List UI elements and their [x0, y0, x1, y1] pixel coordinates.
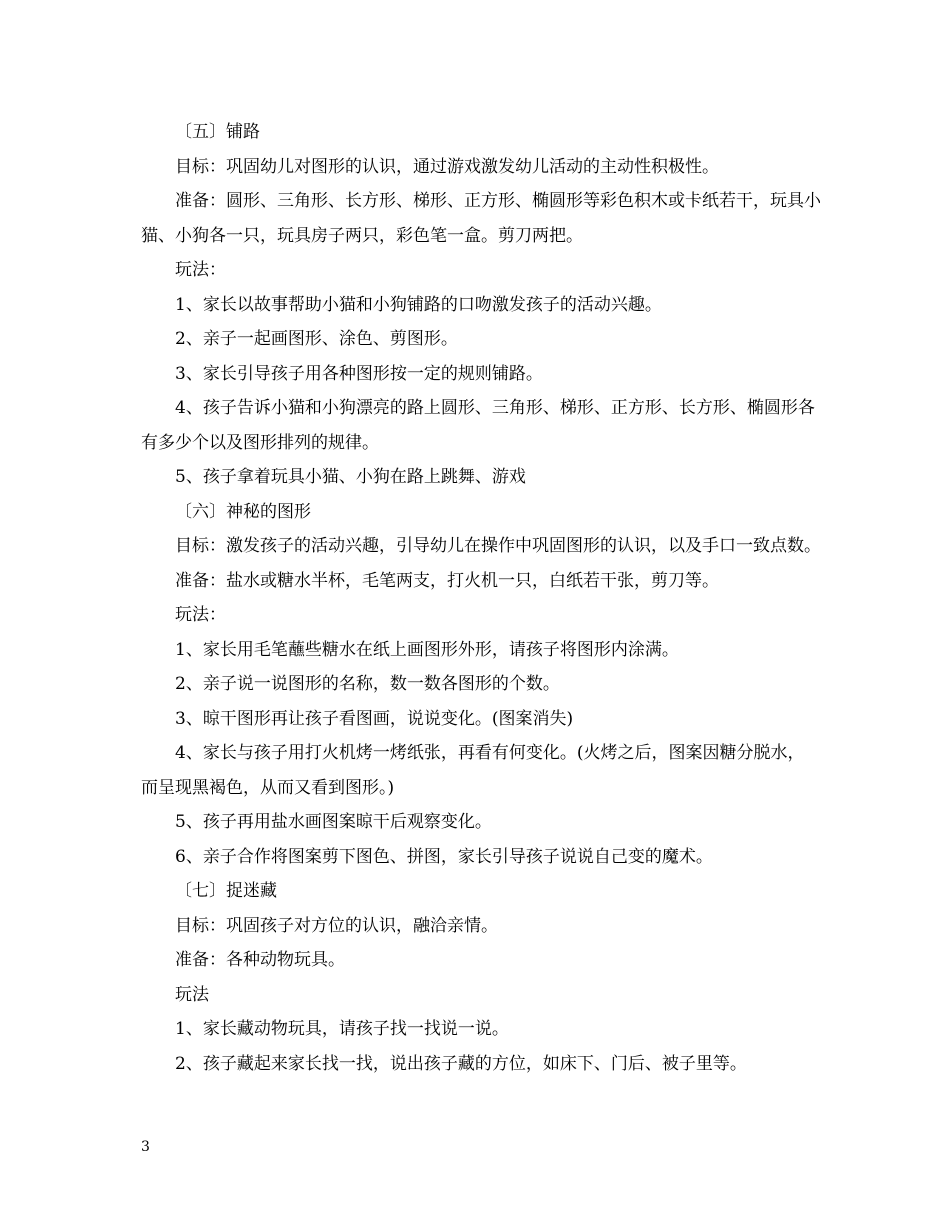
paragraph: 1、家长藏动物玩具，请孩子找一找说一说。: [175, 1019, 509, 1039]
paragraph: 2、亲子一起画图形、涂色、剪图形。: [175, 329, 458, 349]
paragraph: 1、家长以故事帮助小猫和小狗铺路的口吻激发孩子的活动兴趣。: [175, 294, 662, 315]
paragraph: 2、孩子藏起来家长找一找，说出孩子藏的方位，如床下、门后、被子里等。: [175, 1053, 747, 1074]
paragraph: 4、家长与孩子用打火机烤一烤纸张，再看有何变化。(火烤之后，图案因糖分脱水，而呈现黑褐色，从而又看到图形。): [141, 743, 805, 798]
section-heading-5: 〔五〕铺路: [175, 122, 260, 142]
paragraph: 1、家长用毛笔蘸些糖水在纸上画图形外形，请孩子将图形内涂满。: [175, 639, 679, 660]
paragraph: 3、家长引导孩子用各种图形按一定的规则铺路。: [175, 363, 543, 384]
page-number: 3: [141, 1139, 150, 1155]
paragraph: 玩法：: [175, 260, 226, 280]
section-heading-6: 〔六〕神秘的图形: [175, 501, 311, 522]
paragraph: 准备：各种动物玩具。: [175, 950, 345, 970]
paragraph: 玩法：: [175, 605, 226, 625]
paragraph: 3、晾干图形再让孩子看图画，说说变化。(图案消失): [175, 708, 574, 729]
paragraph: 准备：盐水或糖水半杯，毛笔两支，打火机一只，白纸若干张，剪刀等。: [175, 570, 719, 591]
paragraph: 5、孩子拿着玩具小猫、小狗在路上跳舞、游戏: [175, 467, 526, 487]
section-heading-7: 〔七〕捉迷藏: [175, 881, 277, 901]
paragraph: 目标：巩固孩子对方位的认识，融洽亲情。: [175, 915, 498, 936]
paragraph: 5、孩子再用盐水画图案晾干后观察变化。: [175, 812, 492, 832]
paragraph: 目标：激发孩子的活动兴趣，引导幼儿在操作中巩固图形的认识，以及手口一致点数。: [175, 536, 821, 556]
paragraph: 6、亲子合作将图案剪下图色、拼图，家长引导孩子说说自己变的魔术。: [175, 846, 713, 867]
paragraph: 目标：巩固幼儿对图形的认识，通过游戏激发幼儿活动的主动性积极性。: [175, 156, 719, 177]
paragraph: 玩法: [175, 984, 209, 1005]
paragraph: 4、孩子告诉小猫和小狗漂亮的路上圆形、三角形、梯形、正方形、长方形、椭圆形各有多少个以及图形排列的规律。: [141, 398, 815, 453]
document-body: [141, 115, 821, 1081]
paragraph: 准备：圆形、三角形、长方形、梯形、正方形、椭圆形等彩色积木或卡纸若干，玩具小猫、小狗各一只，玩具房子两只，彩色笔一盒。剪刀两把。: [141, 191, 821, 246]
paragraph: 2、亲子说一说图形的名称，数一数各图形的个数。: [175, 674, 560, 694]
